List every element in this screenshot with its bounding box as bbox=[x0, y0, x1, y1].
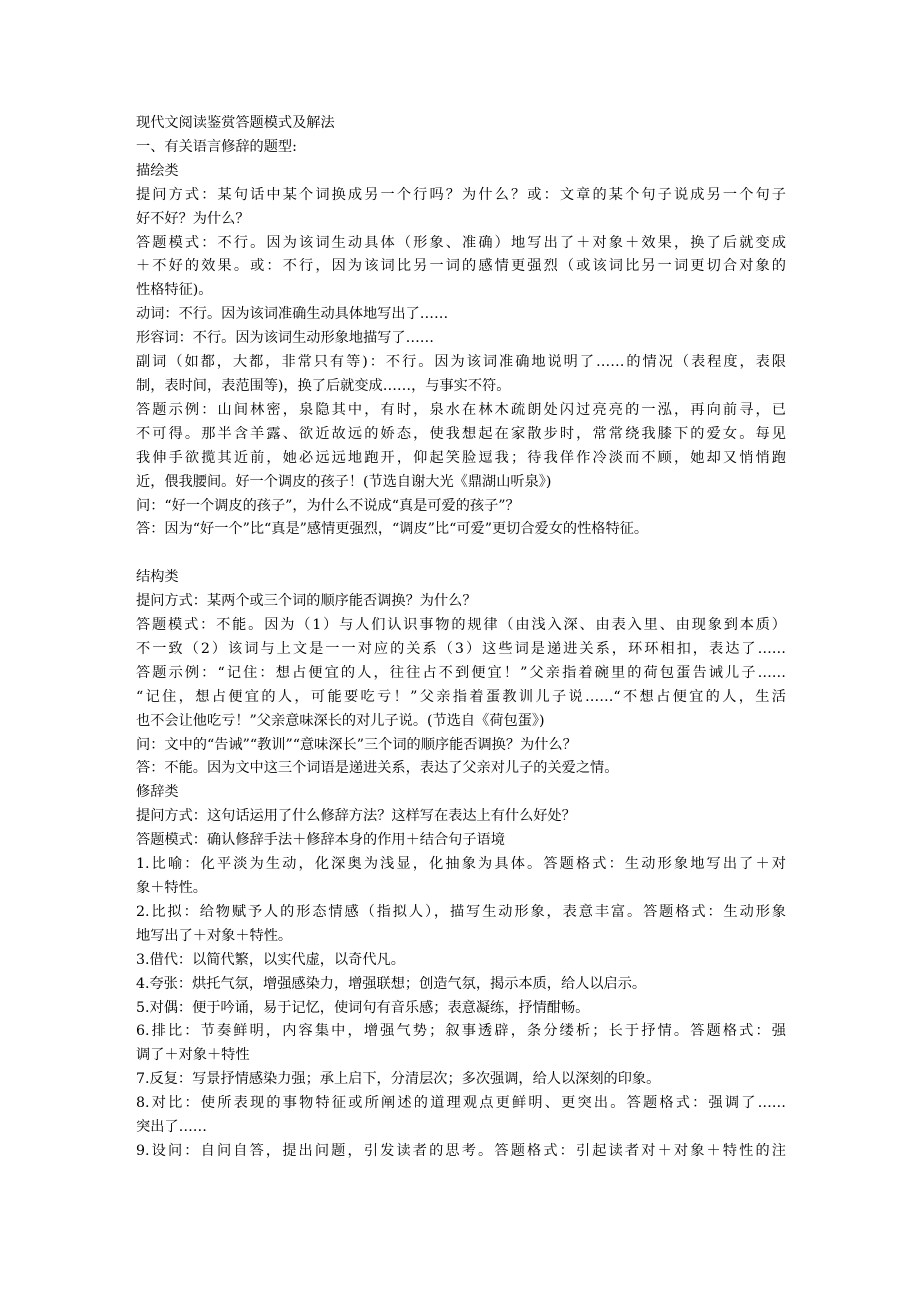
text-line: ＋不好的效果。或：不行，因为该词比另一词的感情更强烈（或该词比另一词更切合对象的 bbox=[136, 258, 786, 275]
text-line: 描绘类 bbox=[136, 162, 179, 179]
text-line: 8.对比：使所表现的事物特征或所阐述的道理观点更鲜明、更突出。答题格式：强调了…… bbox=[136, 1095, 786, 1112]
text-line: 好不好？为什么？ bbox=[136, 210, 250, 227]
text-line: 不一致（2）该词与上文是一一对应的关系（3）这些词是递进关系，环环相扣，表达了…… bbox=[136, 640, 786, 657]
text-line: 现代文阅读鉴赏答题模式及解法 bbox=[136, 115, 335, 131]
text-line: 修辞类 bbox=[136, 784, 179, 801]
text-line: 不可得。那半含羊露、欲近故远的娇态，使我想起在家散步时，常常绕我膝下的爱女。每见 bbox=[136, 425, 786, 442]
text-line: 答：因为“好一个”比“真是”感情更强烈，“调皮”比“可爱”更切合爱女的性格特征。 bbox=[136, 521, 649, 538]
text-line: 4.夸张：烘托气氛，增强感染力，增强联想；创造气氛，揭示本质，给人以启示。 bbox=[136, 975, 647, 992]
text-line: 1.比喻：化平淡为生动，化深奥为浅显，化抽象为具体。答题格式：生动形象地写出了＋对 bbox=[136, 856, 786, 873]
text-line: 地写出了＋对象＋特性。 bbox=[136, 927, 293, 944]
text-line: 问：“好一个调皮的孩子”，为什么不说成“真是可爱的孩子”？ bbox=[136, 497, 520, 514]
text-line: 答题模式：确认修辞手法＋修辞本身的作用＋结合句子语境 bbox=[136, 832, 505, 849]
text-line: 调了＋对象＋特性 bbox=[136, 1047, 250, 1064]
text-line: 答题模式：不能。因为（1）与人们认识事物的规律（由浅入深、由表入里、由现象到本质） bbox=[136, 617, 786, 634]
text-line: 9.设问：自问自答，提出问题，引发读者的思考。答题格式：引起读者对＋对象＋特性的注 bbox=[136, 1142, 786, 1159]
text-line: 近，偎我腰间。好一个调皮的孩子！(节选自谢大光《鼎湖山听泉》) bbox=[136, 473, 552, 490]
text-line: 5.对偶：便于吟诵，易于记忆，使词句有音乐感；表意凝练，抒情酣畅。 bbox=[136, 999, 590, 1016]
text-line: 提问方式：这句话运用了什么修辞方法？这样写在表达上有什么好处？ bbox=[136, 808, 576, 825]
text-line: 象＋特性。 bbox=[136, 879, 207, 896]
text-line: 2.比拟：给物赋予人的形态情感（指拟人），描写生动形象，表意丰富。答题格式：生动形象 bbox=[136, 903, 786, 920]
text-line: 提问方式：某两个或三个词的顺序能否调换？为什么？ bbox=[136, 593, 477, 610]
text-line: 提问方式：某句话中某个词换成另一个行吗？为什么？或：文章的某个句子说成另一个句子 bbox=[136, 186, 786, 203]
text-line: 性格特征)。 bbox=[136, 282, 213, 299]
text-line: 副词（如都，大都，非常只有等)：不行。因为该词准确地说明了……的情况（表程度，表限 bbox=[136, 354, 786, 371]
text-line: 也不会让他吃亏！”父亲意味深长的对儿子说。(节选自《荷包蛋》) bbox=[136, 712, 545, 729]
text-line: 答题示例：山间林密，泉隐其中，有时，泉水在林木疏朗处闪过亮亮的一泓，再向前寻，已 bbox=[136, 401, 786, 418]
text-line: 答题模式：不行。因为该词生动具体（形象、准确）地写出了＋对象＋效果，换了后就变成 bbox=[136, 234, 786, 251]
text-line: 结构类 bbox=[136, 569, 179, 586]
document-page bbox=[136, 112, 786, 1164]
text-line: 6.排比：节奏鲜明，内容集中，增强气势；叙事透辟，条分缕析；长于抒情。答题格式：强 bbox=[136, 1023, 786, 1040]
blank-line bbox=[136, 542, 786, 566]
text-line: 7.反复：写景抒情感染力强；承上启下，分清层次；多次强调，给人以深刻的印象。 bbox=[136, 1071, 661, 1088]
text-line: 答：不能。因为文中这三个词语是递进关系，表达了父亲对儿子的关爱之情。 bbox=[136, 760, 619, 777]
text-line: 答题示例：“记住：想占便宜的人，往往占不到便宜！”父亲指着碗里的荷包蛋告诫儿子…… bbox=[136, 664, 786, 681]
text-line: 一、有关语言修辞的题型: bbox=[136, 138, 297, 155]
text-line: 形容词：不行。因为该词生动形象地描写了…… bbox=[136, 330, 434, 347]
text-line: 制，表时间，表范围等)，换了后就变成……，与事实不符。 bbox=[136, 377, 511, 394]
text-line: 动词：不行。因为该词准确生动具体地写出了…… bbox=[136, 306, 449, 323]
text-line: 3.借代：以简代繁，以实代虚，以奇代凡。 bbox=[136, 951, 405, 968]
text-line: “记住，想占便宜的人，可能要吃亏！”父亲指着蛋教训儿子说……“不想占便宜的人，生活 bbox=[136, 688, 786, 705]
text-line: 突出了…… bbox=[136, 1119, 207, 1136]
text-line: 我伸手欲揽其近前，她必远远地跑开，仰起笑脸逗我；待我佯作冷淡而不顾，她却又悄悄跑 bbox=[136, 449, 786, 466]
text-line: 问：文中的“告诫”“教训”“意味深长”三个词的顺序能否调换？为什么？ bbox=[136, 736, 577, 753]
